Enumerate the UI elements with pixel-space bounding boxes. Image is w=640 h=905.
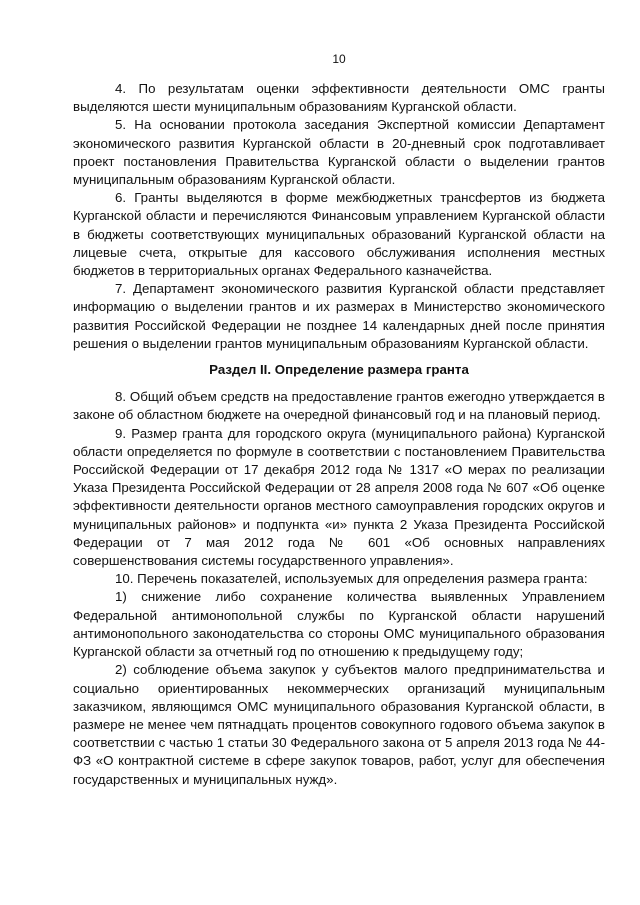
paragraph-5: 5. На основании протокола заседания Экспертной комиссии Департамент экономического развития Курганской области в 20-дневный срок подготавливает проект постановления Правительства Курганской области о выделении грантов муниципальным образованиям Курганской области. [73, 117, 605, 188]
paragraph-4: 4. По результатам оценки эффективности деятельности ОМС гранты выделяются шести муниципальным образованиям Курганской области. [73, 81, 605, 115]
section-heading: Раздел II. Определение размера гранта [209, 362, 469, 378]
page-number: 10 [332, 52, 346, 66]
paragraph-10: 10. Перечень показателей, используемых для определения размера гранта: [115, 571, 588, 587]
document-body [73, 80, 605, 789]
paragraph-6: 6. Гранты выделяются в форме межбюджетных трансфертов из бюджета Курганской области и перечисляются Финансовым управлением Курганской области в бюджеты соответствующих муниципальных образований Курганской области на лицевые счета, открытые для кассового обслуживания исполнения местных бюджетов в территориальных органах Федерального казначейства. [73, 190, 605, 279]
list-item-1: 1) снижение либо сохранение количества выявленных Управлением Федеральной антимонопольной службы по Курганской области нарушений антимонопольного законодательства со стороны ОМС муниципального образования Курганской области за отчетный год по отношению к предыдущему году; [73, 589, 605, 660]
paragraph-8: 8. Общий объем средств на предоставление грантов ежегодно утверждается в законе об областном бюджете на очередной финансовый год и на плановый период. [73, 389, 605, 423]
paragraph-7: 7. Департамент экономического развития Курганской области представляет информацию о выделении грантов и их размерах в Министерство экономического развития Российской Федерации не позднее 14 календарных дней после принятия решения о выделении грантов муниципальным образованиям Курганской области. [73, 281, 605, 351]
list-item-2: 2) соблюдение объема закупок у субъектов малого предпринимательства и социально ориентированных некоммерческих организаций муниципальным заказчиком, являющимся ОМС муниципального образования Курганской области, в размере не менее чем пятнадцать процентов совокупного годового объема закупок в соответствии с частью 1 статьи 30 Федерального закона от 5 апреля 2013 года № 44-ФЗ «О контрактной системе в сфере закупок товаров, работ, услуг для обеспечения государственных и муниципальных нужд». [73, 662, 605, 787]
paragraph-9: 9. Размер гранта для городского округа (муниципального района) Курганской области определяется по формуле в соответствии с постановлением Правительства Российской Федерации от 17 декабря 2012 года № 1317 «О мерах по реализации Указа Президента Российской Федерации от 28 апреля 2008 года № 607 «Об оценке эффективности деятельности органов местного самоуправления городских округов и муниципальных районов» и подпункта «и» пункта 2 Указа Президента Российской Федерации от 7 мая 2012 года № 601 «Об основных направлениях совершенствования системы государственного управления». [73, 425, 605, 569]
